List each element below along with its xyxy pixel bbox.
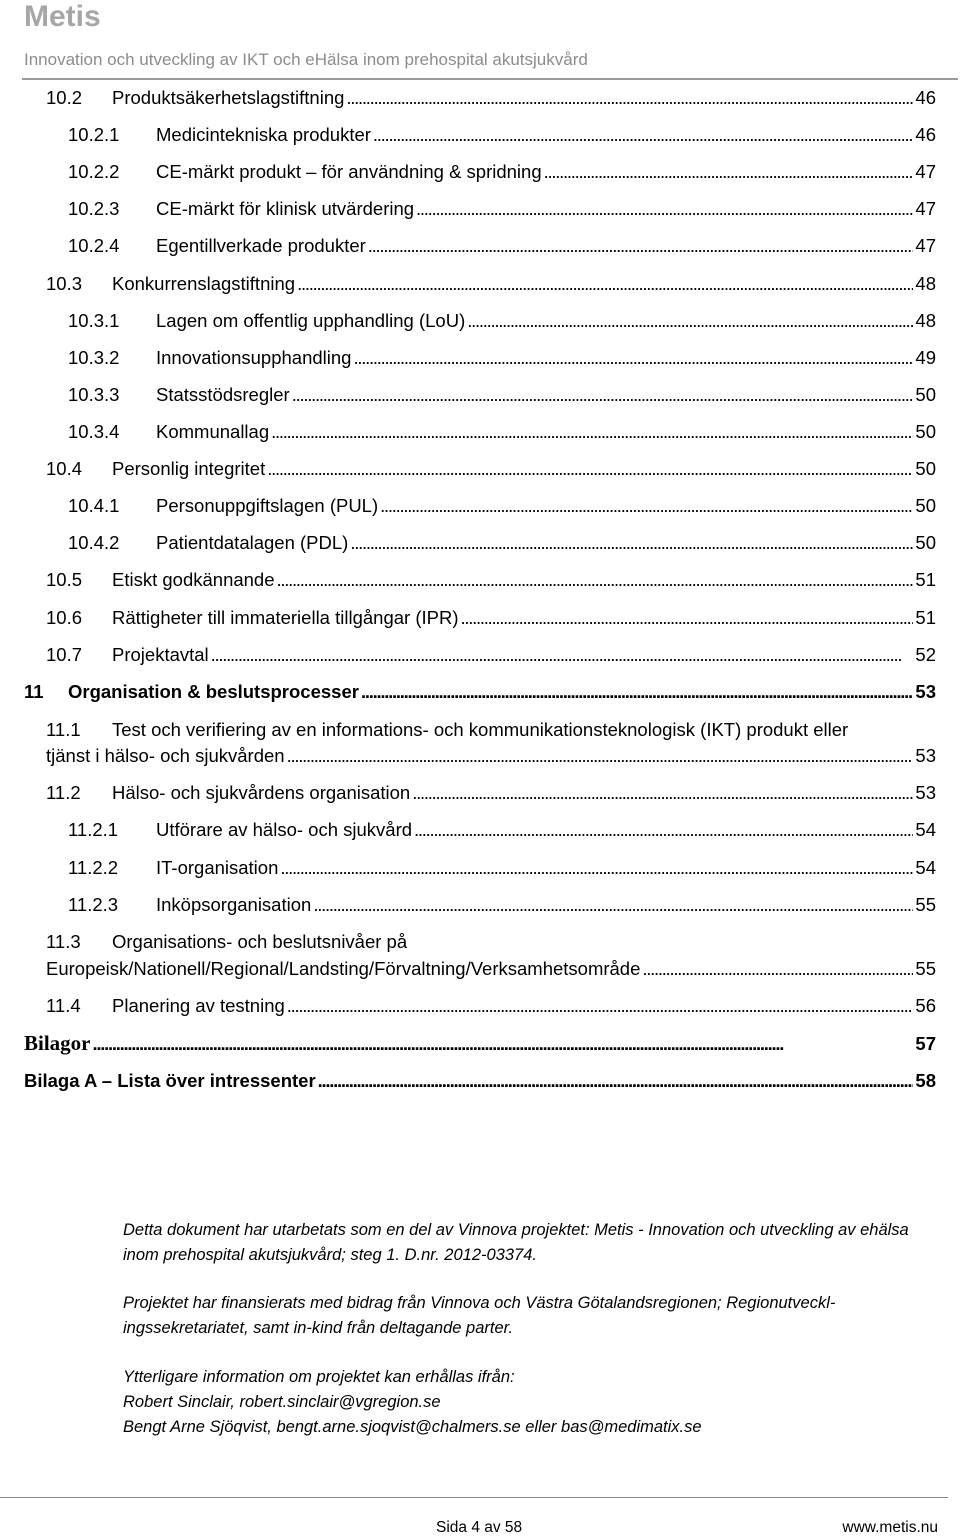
toc-entry-title: Utförare av hälso- och sjukvård (156, 819, 413, 840)
toc-leader-dots (318, 1069, 914, 1093)
toc-entry-page: 53 (915, 745, 936, 766)
toc-leader-dots (292, 383, 914, 407)
document-title: Metis (24, 0, 101, 33)
toc-leader-dots (373, 123, 914, 147)
toc-leader-dots (361, 680, 913, 704)
contact-info (123, 1365, 938, 1440)
toc-entry-title: CE-märkt produkt – för användning & spridning (156, 161, 542, 182)
toc-entry[interactable] (68, 234, 936, 258)
toc-entry-page: 54 (915, 819, 936, 840)
toc-entry-page: 56 (915, 995, 936, 1016)
toc-entry-title: Inköpsorganisation (156, 894, 312, 915)
toc-entry[interactable] (46, 606, 936, 630)
toc-entry[interactable] (68, 346, 936, 370)
toc-entry-page: 55 (915, 958, 936, 979)
toc-entry-first-line[interactable] (46, 718, 848, 742)
toc-entry[interactable] (68, 197, 936, 221)
toc-entry-number: 11.3 (46, 931, 81, 952)
toc-entry-page: 47 (915, 161, 936, 182)
toc-entry-title: Planering av testning (112, 995, 285, 1016)
toc-entry-title: Konkurrenslagstiftning (112, 273, 296, 294)
funding-note: Projektet har finansierats med bidrag från Vinnova och Västra Götalandsregionen; Regionutveckl-ingssekretariatet, samt in-kind från deltagande parter. (123, 1294, 836, 1337)
toc-entry[interactable] (68, 123, 936, 147)
toc-entry-title: Personuppgiftslagen (PUL) (156, 495, 379, 516)
toc-entry[interactable] (46, 457, 936, 481)
project-note: Detta dokument har utarbetats som en del av Vinnova projektet: Metis - Innovation och utveckling av ehälsa inom prehospital akutsjukvård; steg 1. D.nr. 2012-03374. (123, 1221, 909, 1264)
toc-entry-page: 57 (915, 1033, 936, 1054)
toc-entry-number: 11.1 (46, 719, 81, 740)
toc-entry-page: 54 (915, 857, 936, 878)
toc-leader-dots (368, 234, 914, 258)
toc-entry[interactable] (68, 420, 936, 444)
toc-entry-title: IT-organisation (156, 857, 279, 878)
toc-entry-page: 53 (915, 782, 936, 803)
toc-entry-title: Hälso- och sjukvårdens organisation (112, 782, 411, 803)
page-number: Sida 4 av 58 (436, 1519, 523, 1536)
toc-leader-dots (414, 818, 913, 842)
toc-entry[interactable] (68, 531, 936, 555)
toc-entry-title: Etiskt godkännande (112, 569, 275, 590)
toc-leader-dots (412, 781, 913, 805)
toc-entry-title: Medicintekniska produkter (156, 124, 371, 145)
toc-entry[interactable] (46, 86, 936, 110)
toc-entry-page: 48 (915, 310, 936, 331)
toc-entry-title: Bilagor (24, 1031, 91, 1055)
toc-entry-number: 10.2.1 (68, 124, 120, 145)
toc-leader-dots (350, 531, 913, 555)
toc-entry-title-continued: Europeisk/Nationell/Regional/Landsting/Förvaltning/Verksamhetsområde (46, 958, 641, 979)
toc-entry-page: 55 (915, 894, 936, 915)
toc-chapter-entry[interactable] (24, 680, 936, 704)
toc-entry[interactable] (46, 643, 936, 667)
toc-entry-page: 53 (915, 681, 936, 702)
toc-entry[interactable] (68, 309, 936, 333)
toc-entry-title: Innovationsupphandling (156, 347, 352, 368)
toc-entry[interactable] (46, 781, 936, 805)
toc-entry-number: 10.3.2 (68, 347, 120, 368)
contact-intro: Ytterligare information om projektet kan erhållas ifrån: (123, 1368, 515, 1386)
toc-entry-title: Personlig integritet (112, 458, 266, 479)
toc-entry-number: 10.4.2 (68, 532, 120, 553)
toc-entry-title: Rättigheter till immateriella tillgångar (IPR) (112, 607, 459, 628)
website-link[interactable]: www.metis.nu (842, 1519, 938, 1536)
toc-leader-dots (211, 643, 914, 667)
toc-entry[interactable] (68, 160, 936, 184)
toc-entry-page: 49 (915, 347, 936, 368)
toc-leader-dots (416, 197, 913, 221)
toc-entry[interactable] (46, 994, 936, 1018)
toc-leader-dots (287, 744, 914, 768)
toc-leader-dots (380, 494, 913, 518)
toc-entry-number: 10.2.2 (68, 161, 120, 182)
toc-entry[interactable] (46, 272, 936, 296)
toc-appendix-entry[interactable] (24, 1069, 936, 1093)
toc-entry[interactable] (46, 957, 936, 981)
toc-entry-title: CE-märkt för klinisk utvärdering (156, 198, 415, 219)
toc-entry-page: 50 (915, 421, 936, 442)
toc-entry[interactable] (68, 818, 936, 842)
toc-entry-number: 11.2.3 (68, 894, 119, 915)
toc-entry-page: 50 (915, 384, 936, 405)
toc-leader-dots (287, 994, 914, 1018)
toc-entry-page: 48 (915, 273, 936, 294)
toc-entry-title-continued: tjänst i hälso- och sjukvården (46, 745, 285, 766)
toc-entry-page: 51 (915, 607, 936, 628)
toc-entry-number: 10.2 (46, 87, 83, 108)
toc-entry-number: 10.3.1 (68, 310, 120, 331)
toc-entry-page: 47 (915, 235, 936, 256)
toc-leader-dots (267, 457, 913, 481)
toc-entry-page: 50 (915, 532, 936, 553)
toc-entry-number: 10.3 (46, 273, 83, 294)
toc-entry-title: Kommunallag (156, 421, 270, 442)
toc-leader-dots (353, 346, 913, 370)
toc-entry-number: 10.3.3 (68, 384, 120, 405)
toc-entry[interactable] (68, 383, 936, 407)
toc-entry[interactable] (68, 893, 936, 917)
toc-leader-dots (313, 893, 913, 917)
toc-entry-number: 11.4 (46, 995, 81, 1016)
toc-entry[interactable] (68, 494, 936, 518)
toc-entry-title: Organisation & beslutsprocesser (68, 681, 359, 702)
toc-entry-number: 11.2.1 (68, 819, 119, 840)
toc-entry-page: 46 (915, 87, 936, 108)
toc-entry-title: Organisations- och beslutsnivåer på (112, 931, 408, 952)
toc-entry-number: 10.6 (46, 607, 83, 628)
toc-entry-page: 52 (915, 644, 936, 665)
toc-entry-title: Bilaga A – Lista över intressenter (24, 1070, 316, 1091)
toc-leader-dots (544, 160, 914, 184)
toc-entry-number: 11 (24, 681, 44, 702)
footer-divider (0, 1497, 948, 1498)
toc-entry-page: 50 (915, 495, 936, 516)
toc-entry-page: 47 (915, 198, 936, 219)
toc-entry-page: 51 (915, 569, 936, 590)
toc-leader-dots (460, 606, 913, 630)
toc-entry-title: Statsstödsregler (156, 384, 290, 405)
toc-entry-title: Test och verifiering av en informations- och kommunikationsteknologisk (IKT) produkt eller (112, 719, 849, 740)
toc-leader-dots (277, 568, 914, 592)
toc-leader-dots (346, 86, 913, 110)
contact-line: Bengt Arne Sjöqvist, bengt.arne.sjoqvist@chalmers.se eller bas@medimatix.se (123, 1418, 702, 1436)
toc-entry[interactable] (68, 856, 936, 880)
toc-entry-number: 10.2.3 (68, 198, 120, 219)
toc-entry-number: 10.4 (46, 458, 83, 479)
toc-entry[interactable] (46, 568, 936, 592)
toc-entry-title: Produktsäkerhetslagstiftning (112, 87, 345, 108)
document-subtitle: Innovation och utveckling av IKT och eHälsa inom prehospital akutsjukvård (24, 50, 588, 69)
toc-entry-number: 10.2.4 (68, 235, 120, 256)
toc-entry-title: Patientdatalagen (PDL) (156, 532, 349, 553)
toc-leader-dots (93, 1032, 914, 1056)
toc-leader-dots (280, 856, 913, 880)
toc-entry-number: 10.4.1 (68, 495, 120, 516)
toc-leader-dots (297, 272, 913, 296)
toc-entry-page: 50 (915, 458, 936, 479)
toc-entry-number: 11.2.2 (68, 857, 119, 878)
toc-leader-dots (467, 309, 913, 333)
contact-line: Robert Sinclair, robert.sinclair@vgregion.se (123, 1393, 441, 1411)
toc-entry-number: 11.2 (46, 782, 81, 803)
toc-appendix-entry[interactable] (24, 1031, 936, 1055)
toc-entry-number: 10.7 (46, 644, 83, 665)
toc-leader-dots (642, 957, 913, 981)
toc-entry-title: Egentillverkade produkter (156, 235, 366, 256)
header-divider (22, 78, 958, 80)
toc-entry-page: 46 (915, 124, 936, 145)
toc-entry[interactable] (46, 744, 936, 768)
toc-entry-title: Projektavtal (112, 644, 209, 665)
toc-entry-title: Lagen om offentlig upphandling (LoU) (156, 310, 466, 331)
toc-leader-dots (271, 420, 913, 444)
toc-entry-first-line[interactable] (46, 930, 407, 954)
toc-entry-page: 58 (915, 1070, 936, 1091)
toc-entry-number: 10.5 (46, 569, 83, 590)
toc-entry-number: 10.3.4 (68, 421, 120, 442)
